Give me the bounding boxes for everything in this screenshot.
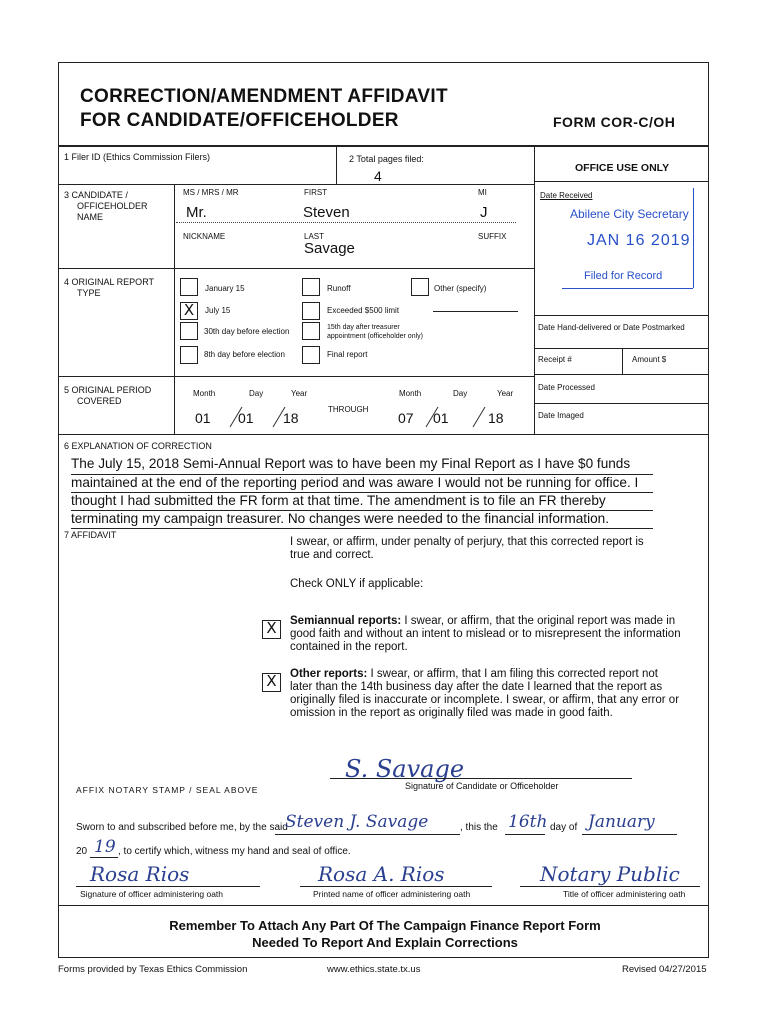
checkbox-30day[interactable] <box>180 322 198 340</box>
to-year-value: 18 <box>488 410 504 426</box>
footer-left: Forms provided by Texas Ethics Commission <box>58 964 248 975</box>
checkbox-other-reports[interactable]: X <box>262 673 281 692</box>
reminder-line2: Needed To Report And Explain Corrections <box>252 935 518 950</box>
day-of: day of <box>550 822 578 833</box>
last-label: LAST <box>304 232 325 241</box>
date-imaged-label: Date Imaged <box>538 411 584 420</box>
officer-sig-label: Signature of officer administering oath <box>80 889 224 899</box>
stamp-line3: Filed for Record <box>584 270 663 282</box>
hand-delivered-label: Date Hand-delivered or Date Postmarked <box>538 323 685 332</box>
divider-1-2 <box>336 146 337 184</box>
from-year-label: Year <box>291 389 308 398</box>
jan15-label: January 15 <box>205 284 245 293</box>
year-line <box>90 857 118 858</box>
day-line <box>505 834 545 835</box>
checkbox-other[interactable] <box>411 278 429 296</box>
expl-rule3 <box>71 510 653 511</box>
checkbox-jul15[interactable]: X <box>180 302 198 320</box>
ms-value: Mr. <box>186 204 207 221</box>
office-divider-a <box>534 315 709 316</box>
from-year-value: 18 <box>283 410 299 426</box>
stamp-border <box>693 188 694 288</box>
amount-label: Amount $ <box>632 355 667 364</box>
total-pages-label: 2 Total pages filed: <box>349 154 424 164</box>
form-title-line1: CORRECTION/AMENDMENT AFFIDAVIT <box>80 86 448 107</box>
suffix-label: SUFFIX <box>478 232 507 241</box>
divider-row3 <box>59 268 534 269</box>
checkbox-runoff[interactable] <box>302 278 320 296</box>
reminder-line1: Remember To Attach Any Part Of The Campaign Finance Report Form <box>169 918 601 933</box>
certify-text: , to certify which, witness my hand and seal of office. <box>118 846 351 857</box>
officer-sig-line <box>76 886 260 887</box>
divider-row5 <box>59 434 709 435</box>
checkbox-15day[interactable] <box>302 322 320 340</box>
divider-reminder <box>59 905 709 906</box>
year-pre: 20 <box>76 846 88 857</box>
stamp-date: JAN 16 2019 <box>587 232 691 249</box>
first-value: Steven <box>303 204 350 221</box>
candidate-name-label: 3 CANDIDATE / OFFICEHOLDER NAME <box>64 190 148 222</box>
candidate-signature: S. Savage <box>345 755 465 783</box>
to-day-value: 01 <box>433 410 449 426</box>
divider-row4 <box>59 376 534 377</box>
from-day-value: 01 <box>238 410 254 426</box>
month-hand: January <box>588 812 655 832</box>
form-id: FORM COR-C/OH <box>553 114 676 130</box>
checkbox-final[interactable] <box>302 346 320 364</box>
title-line <box>520 886 700 887</box>
receipt-label: Receipt # <box>538 355 572 364</box>
divider-row1 <box>59 184 534 185</box>
last-value: Savage <box>304 240 355 257</box>
nickname-label: NICKNAME <box>183 232 226 241</box>
from-day-label: Day <box>249 389 264 398</box>
stamp-border-bottom <box>562 288 693 289</box>
day30-label: 30th day before election <box>204 327 290 336</box>
sworn-name-line <box>275 834 460 835</box>
to-year-label: Year <box>497 389 514 398</box>
checkbox-exceeded[interactable] <box>302 302 320 320</box>
office-use-title: OFFICE USE ONLY <box>575 162 670 174</box>
sworn-pre: Sworn to and subscribed before me, by the said <box>76 822 288 833</box>
to-month-value: 07 <box>398 410 414 426</box>
officer-title: Notary Public <box>540 862 680 886</box>
candidate-sig-line <box>330 778 632 779</box>
office-col-divider <box>534 182 535 434</box>
affidavit-swear: I swear, or affirm, under penalty of perjury, that this corrected report is true and correct. <box>290 536 644 561</box>
report-type-label: 4 ORIGINAL REPORT TYPE <box>64 277 155 298</box>
form-title-line2: FOR CANDIDATE/OFFICEHOLDER <box>80 110 399 131</box>
officer-signature: Rosa Rios <box>90 862 190 886</box>
explanation-line2: maintained at the end of the reporting period and was aware I would not be running for office. I <box>71 475 639 490</box>
expl-rule1 <box>71 474 653 475</box>
checkbox-jan15[interactable] <box>180 278 198 296</box>
expl-rule2 <box>71 492 653 493</box>
check-only: Check ONLY if applicable: <box>290 578 424 590</box>
filer-id-label: 1 Filer ID (Ethics Commission Filers) <box>64 152 211 162</box>
to-day-label: Day <box>453 389 468 398</box>
day8-label: 8th day before election <box>204 350 285 359</box>
from-month-label: Month <box>193 389 216 398</box>
expl-rule4 <box>71 528 653 529</box>
first-label: FIRST <box>304 188 328 197</box>
label-col-divider <box>174 184 175 434</box>
ms-label: MS / MRS / MR <box>183 188 239 197</box>
from-month-value: 01 <box>195 410 211 426</box>
notary-affix: AFFIX NOTARY STAMP / SEAL ABOVE <box>76 785 259 795</box>
other-specify-line <box>433 311 518 312</box>
other-reports-text: Other reports: I swear, or affirm, that I am filing this corrected report not later than the 14th business day after the date I learned that the report as originally filed is inaccurate or incomplete. I swear, or affirm, that any error or omission in the report as originally filed was made in good faith. <box>290 668 680 719</box>
stamp-line1: Abilene City Secretary <box>570 207 689 221</box>
day-hand: 16th <box>508 812 548 832</box>
footer-revised: Revised 04/27/2015 <box>622 964 707 975</box>
name-dotted-line <box>176 222 516 223</box>
mi-label: MI <box>478 188 487 197</box>
explanation-line1: The July 15, 2018 Semi-Annual Report was to have been my Final Report as I have $0 funds <box>71 456 631 471</box>
to-month-label: Month <box>399 389 422 398</box>
final-label: Final report <box>327 350 368 359</box>
total-pages-value: 4 <box>374 168 382 184</box>
year-hand: 19 <box>94 837 116 857</box>
runoff-label: Runoff <box>327 284 351 293</box>
exceeded-label: Exceeded $500 limit <box>327 306 400 315</box>
title-label: Title of officer administering oath <box>563 889 686 899</box>
sworn-name: Steven J. Savage <box>285 812 429 832</box>
affidavit-label: 7 AFFIDAVIT <box>64 530 117 540</box>
date-received-label: Date Received <box>540 191 593 200</box>
candidate-sig-label: Signature of Candidate or Officeholder <box>405 781 559 791</box>
explanation-line4: terminating my campaign treasurer. No changes were needed to the financial information. <box>71 511 610 526</box>
office-divider-d <box>534 403 709 404</box>
officer-printed-name: Rosa A. Rios <box>318 862 445 886</box>
date-separators <box>210 403 510 429</box>
other-label: Other (specify) <box>434 284 487 293</box>
day15-label: 15th day after treasurer appointment (officeholder only) <box>327 324 423 340</box>
printed-name-line <box>300 886 492 887</box>
explanation-line3: thought I had submitted the FR form at that time. The amendment is to file an FR thereby <box>71 493 606 508</box>
mi-value: J <box>480 204 488 221</box>
jul15-label: July 15 <box>205 306 231 315</box>
checkbox-8day[interactable] <box>180 346 198 364</box>
checkbox-semiannual[interactable]: X <box>262 620 281 639</box>
this-the: , this the <box>460 822 498 833</box>
explanation-label: 6 EXPLANATION OF CORRECTION <box>64 441 212 451</box>
period-label: 5 ORIGINAL PERIOD COVERED <box>64 385 152 406</box>
through-label: THROUGH <box>328 405 369 414</box>
receipt-amount-divider <box>622 348 623 374</box>
semiannual-text: Semiannual reports: I swear, or affirm, that the original report was made in good faith and without an intent to mislead or to misrepresent the information contained in the report. <box>290 615 681 653</box>
month-line <box>582 834 677 835</box>
footer-url[interactable]: www.ethics.state.tx.us <box>327 964 421 975</box>
printed-name-label: Printed name of officer administering oath <box>313 889 471 899</box>
date-processed-label: Date Processed <box>538 383 595 392</box>
office-divider-c <box>534 374 709 375</box>
